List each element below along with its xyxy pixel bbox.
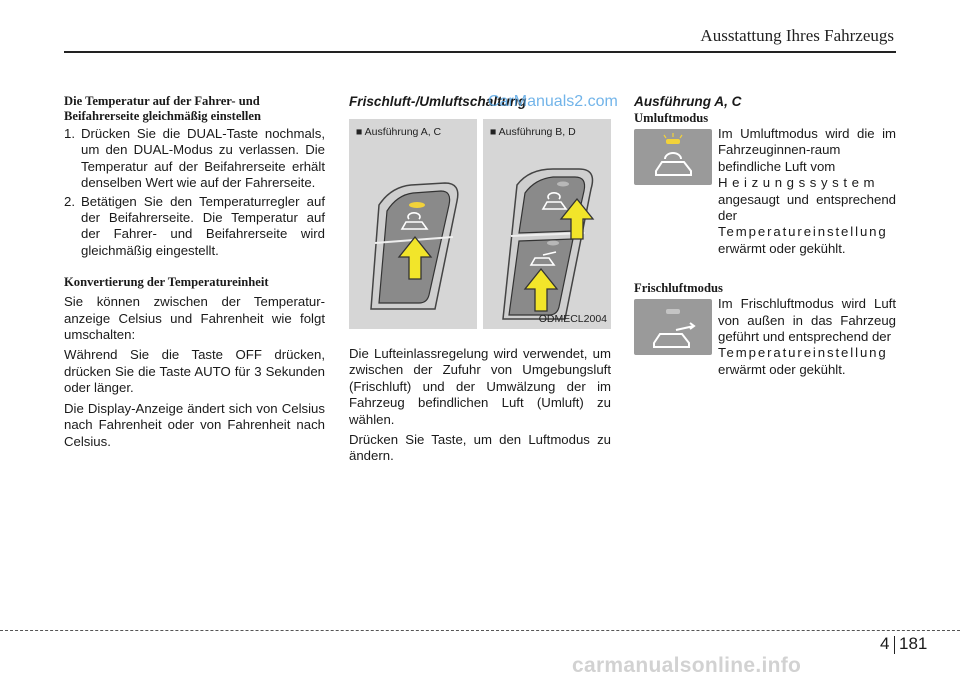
heading-line: Beifahrerseite gleichmäßig einstellen xyxy=(64,109,262,123)
site-watermark-footer: carmanualsonline.info xyxy=(572,654,802,676)
section-heading-unit: Konvertierung der Temperatureinheit xyxy=(64,275,269,290)
step-1 xyxy=(64,126,325,192)
mode-fresh xyxy=(634,296,896,378)
indicator-light-icon xyxy=(409,202,425,208)
figure-code: ODMECL2004 xyxy=(538,312,607,325)
mode-description xyxy=(718,126,896,257)
section-heading-air: Frischluft-/Umluftschaltung xyxy=(349,94,527,109)
column-middle xyxy=(349,94,611,465)
paragraph: Drücken Sie Taste, um den Luftmodus zu ändern. xyxy=(349,432,611,464)
recirculation-button-image xyxy=(634,129,712,185)
paragraph: Sie können zwischen der Temperatur-anzeige Celsius und Fahrenheit wie folgt umschalten: xyxy=(64,294,325,343)
heading-line: Die Temperatur auf der Fahrer- und xyxy=(64,94,260,108)
watermark: CarManuals2.com xyxy=(488,93,618,110)
indicator-light-icon xyxy=(664,133,682,138)
section-heading-variant: Ausführung A, C xyxy=(634,94,742,109)
figure-label-bd: ■ Ausführung B, D xyxy=(490,126,576,138)
mode-text-line: Heizungssystem xyxy=(718,175,880,191)
step-number: 2. xyxy=(64,193,75,209)
mode-text-line: Temperatureinstellung xyxy=(718,224,888,240)
paragraph: Während Sie die Taste OFF drücken, drücken Sie die Taste AUTO für 3 Sekunden oder länger. xyxy=(64,347,325,396)
button-figure xyxy=(349,119,611,329)
paragraph: Die Lufteinlassregelung wird verwendet, um zwischen der Zufuhr von Umgebungsluft (Frischluft) und der Umwälzung der im Fahrzeug befindlichen Luft (Umluft) zu wählen. xyxy=(349,346,611,427)
mode-recirculation xyxy=(634,126,896,257)
mode-text-line: Im Umluftmodus wird die im Fahrzeuginnen-raum befindliche Luft vom xyxy=(718,126,896,174)
step-2 xyxy=(64,194,325,260)
fresh-air-button-image xyxy=(634,299,712,355)
step-number: 1. xyxy=(64,126,75,141)
step-text: Drücken Sie die DUAL-Taste nochmals, um den DUAL-Modus zu verlassen. Die Temperatur auf der Beifahrerseite erhält denselben Wert wie auf der Fahrerseite. xyxy=(81,126,325,191)
page-number: 181 xyxy=(899,634,928,653)
mode-text-line: erwärmt oder gekühlt. xyxy=(718,240,846,256)
paragraph: Die Display-Anzeige ändert sich von Celsius nach Fahrenheit oder von Fahrenheit nach Celsius. xyxy=(64,400,325,449)
section-heading-temperature xyxy=(64,94,325,124)
car-fresh-air-icon xyxy=(654,323,694,347)
page-number-divider xyxy=(894,636,895,654)
column-right xyxy=(634,94,896,378)
figure-illustration xyxy=(349,119,611,329)
footer-rule xyxy=(0,630,960,631)
column-left xyxy=(64,94,325,450)
mode-description xyxy=(718,296,896,378)
mode-title-recirculation: Umluftmodus xyxy=(634,111,709,125)
header-rule xyxy=(64,51,896,53)
header-title: Ausstattung Ihres Fahrzeugs xyxy=(700,26,894,45)
mode-title-fresh: Frischluftmodus xyxy=(634,281,723,296)
chapter-number: 4 xyxy=(880,634,890,653)
mode-text-line: angesaugt und entsprechend der xyxy=(718,191,896,224)
mode-text-line: Im Frischluftmodus wird Luft von außen in das Fahrzeug geführt und entsprechend der xyxy=(718,296,896,345)
car-recirculation-icon xyxy=(656,153,691,175)
mode-text-line: erwärmt oder gekühlt. xyxy=(718,361,846,377)
step-text: Betätigen Sie den Temperaturregler auf der Beifahrerseite. Die Temperatur auf der Fahrer- und Beifahrerseite wird gleichmäßig eingestellt. xyxy=(81,193,325,258)
figure-label-ac: ■ Ausführung A, C xyxy=(356,126,442,138)
mode-text-line: Temperatureinstellung xyxy=(718,345,888,361)
